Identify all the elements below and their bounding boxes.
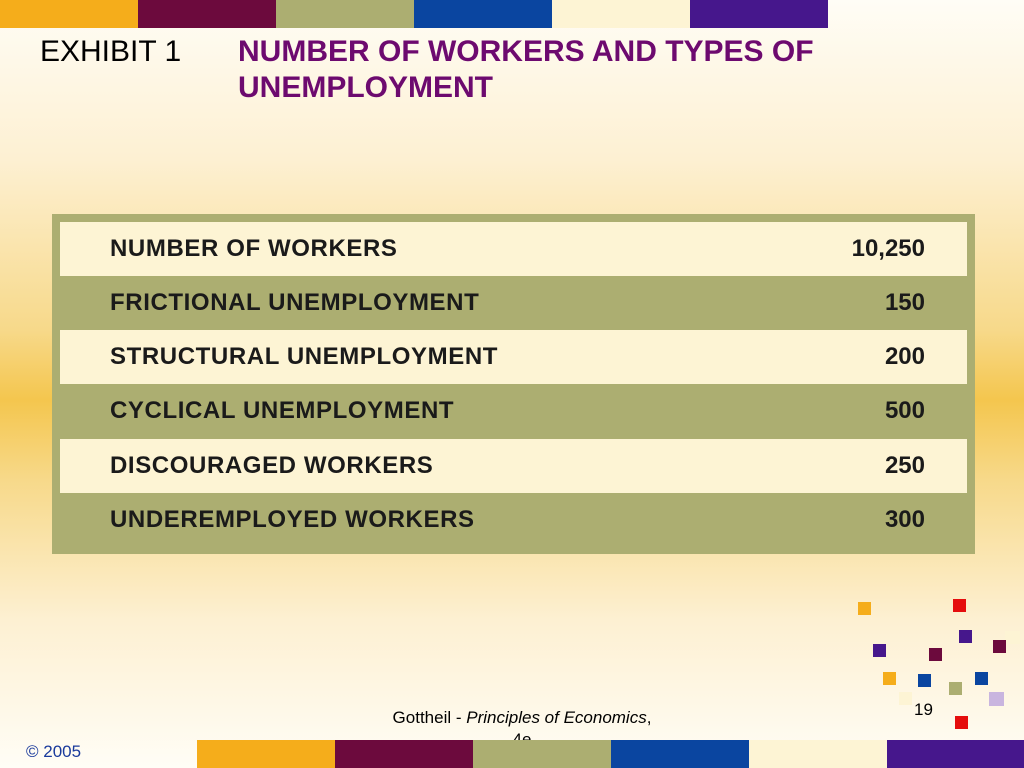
table-row	[60, 439, 967, 493]
deco-square	[929, 648, 942, 661]
bar-segment-purple	[887, 740, 1024, 768]
page-number: 19	[914, 700, 933, 719]
deco-square	[1005, 631, 1020, 644]
deco-square	[989, 692, 1004, 706]
table-row	[60, 276, 967, 330]
copyright-notice: © 2005	[26, 742, 82, 761]
row-value: 300	[884, 506, 925, 533]
bar-segment-maroon	[138, 0, 276, 28]
row-label: NUMBER OF WORKERS	[110, 235, 398, 262]
bar-segment-maroon	[335, 740, 473, 768]
slide-header	[40, 34, 980, 106]
deco-square	[975, 672, 988, 685]
bar-segment-blue	[611, 740, 749, 768]
row-value: 250	[884, 452, 925, 479]
table-row	[60, 493, 967, 547]
deco-square	[883, 672, 896, 685]
row-label: CYCLICAL UNEMPLOYMENT	[110, 397, 455, 424]
row-value: 10,250	[851, 235, 925, 262]
bar-segment-olive	[473, 740, 611, 768]
slide-title: NUMBER OF WORKERS AND TYPES OF UNEMPLOYMENT	[238, 35, 814, 104]
table-row	[60, 330, 967, 384]
exhibit-label: EXHIBIT 1	[40, 35, 182, 68]
row-label: UNDEREMPLOYED WORKERS	[110, 506, 475, 533]
citation-separator: ,	[646, 708, 652, 727]
row-value: 200	[884, 343, 925, 370]
bottom-color-bar	[197, 740, 1024, 768]
bar-segment-purple	[690, 0, 828, 28]
citation-book-title: Principles of Economics	[466, 708, 647, 727]
deco-square	[918, 674, 931, 687]
row-value: 500	[884, 397, 925, 424]
deco-square	[993, 640, 1006, 653]
bar-segment-cream	[749, 740, 887, 768]
deco-square	[858, 602, 871, 615]
deco-square	[959, 630, 972, 643]
top-color-bar	[0, 0, 828, 28]
bar-segment-orange	[0, 0, 138, 28]
bar-segment-olive	[276, 0, 414, 28]
row-label: STRUCTURAL UNEMPLOYMENT	[110, 343, 499, 370]
citation-author: Gottheil -	[392, 708, 467, 727]
row-label: FRICTIONAL UNEMPLOYMENT	[110, 289, 480, 316]
deco-square	[873, 644, 886, 657]
bar-segment-blue	[414, 0, 552, 28]
deco-square	[899, 692, 912, 705]
unemployment-table	[52, 214, 975, 554]
deco-square	[955, 716, 968, 729]
deco-square	[953, 599, 966, 612]
table-row	[60, 384, 967, 438]
deco-square	[949, 682, 962, 695]
bar-segment-cream	[552, 0, 690, 28]
bar-segment-orange	[197, 740, 335, 768]
row-label: DISCOURAGED WORKERS	[110, 452, 434, 479]
table-row	[60, 222, 967, 276]
row-value: 150	[884, 289, 925, 316]
